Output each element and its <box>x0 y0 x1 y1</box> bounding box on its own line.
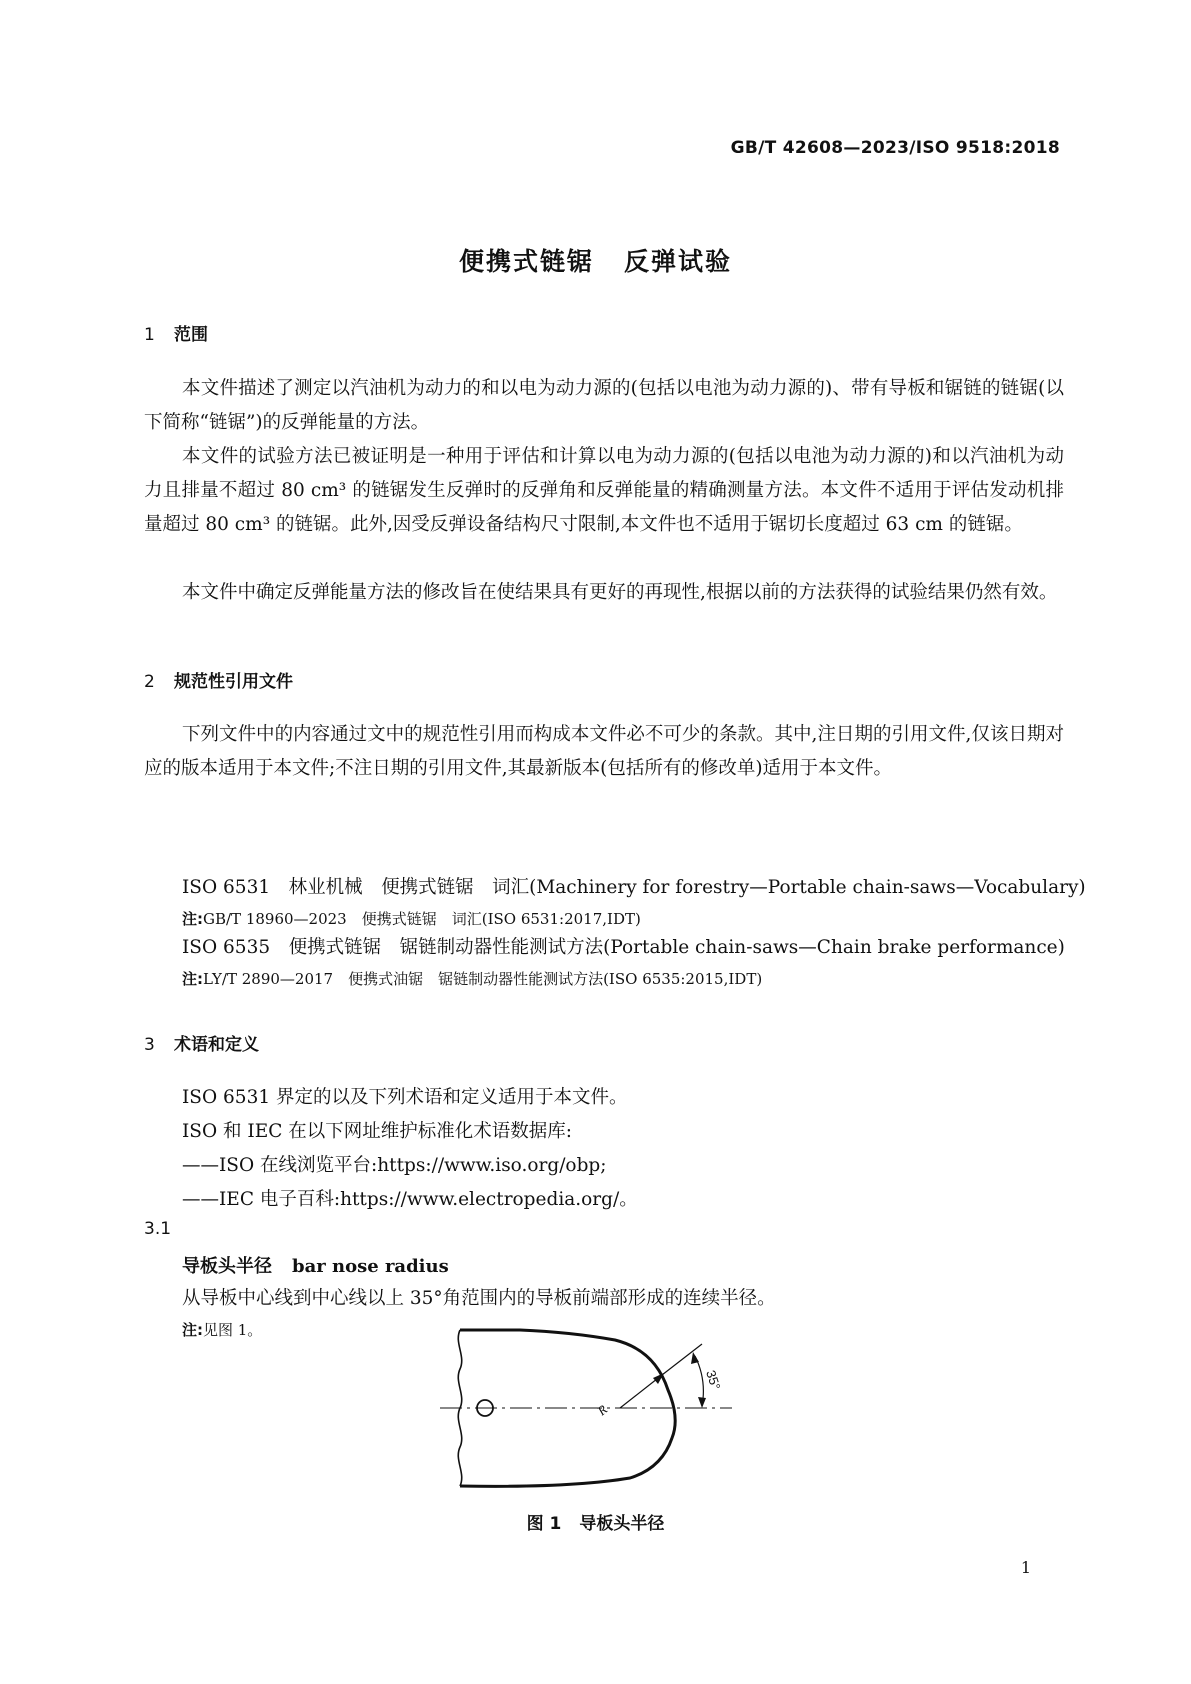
title-part-1: 便携式链锯 <box>458 247 594 276</box>
section-title: 规范性引用文件 <box>174 672 293 692</box>
paragraph: 下列文件中的内容通过文中的规范性引用而构成本文件必不可少的条款。其中,注日期的引用文件,仅该日期对应的版本适用于本文件;不注日期的引用文件,其最新版本(包括所有的修改单)适用于本文件。 <box>144 724 1064 779</box>
subclause-number: 3.1 <box>144 1219 172 1239</box>
angle-arrowhead-bottom <box>698 1397 706 1408</box>
section-title: 范围 <box>174 325 208 345</box>
radius-label: R <box>594 1401 611 1419</box>
note-text: LY/T 2890—2017 便携式油锯 锯链制动器性能测试方法(ISO 6535:2015,IDT) <box>203 970 763 988</box>
reference-item: ISO 6535 便携式链锯 锯链制动器性能测试方法(Portable chain-saws—Chain brake performance) <box>182 937 1065 958</box>
figure-caption-text: 导板头半径 <box>579 1514 665 1534</box>
bar-nose-diagram <box>440 1318 760 1498</box>
section-2-heading <box>144 667 293 692</box>
section-title: 术语和定义 <box>174 1035 259 1055</box>
figure-number: 图 1 <box>526 1514 562 1534</box>
paragraph: 本文件描述了测定以汽油机为动力的和以电为动力源的(包括以电池为动力源的)、带有导板和锯链的链锯(以下简称“链锯”)的反弹能量的方法。 <box>144 378 1064 433</box>
text-line: ——IEC 电子百科:https://www.electropedia.org/。 <box>182 1189 638 1210</box>
term-english: bar nose radius <box>292 1256 449 1277</box>
paragraph: 本文件中确定反弹能量方法的修改旨在使结果具有更好的再现性,根据以前的方法获得的试验结果仍然有效。 <box>182 582 1058 603</box>
reference-note <box>182 968 762 989</box>
reference-item: ISO 6531 林业机械 便携式链锯 词汇(Machinery for forestry—Portable chain-saws—Vocabulary) <box>182 877 1086 898</box>
note-text: GB/T 18960—2023 便携式链锯 词汇(ISO 6531:2017,IDT) <box>203 910 641 928</box>
section-number: 3 <box>144 1035 155 1055</box>
note-label: 注: <box>182 1321 203 1339</box>
angle-label: 35° <box>703 1368 724 1392</box>
text-line: ISO 6531 界定的以及下列术语和定义适用于本文件。 <box>182 1087 628 1108</box>
section-number: 2 <box>144 672 155 692</box>
term-definition: 从导板中心线到中心线以上 35°角范围内的导板前端部形成的连续半径。 <box>182 1288 776 1309</box>
text-line: ISO 和 IEC 在以下网址维护标准化术语数据库: <box>182 1121 572 1142</box>
term-note <box>182 1319 262 1340</box>
document-code: GB/T 42608—2023/ISO 9518:2018 <box>730 138 1060 158</box>
section-3-heading <box>144 1030 259 1055</box>
term-entry <box>182 1252 449 1278</box>
angle-arrowhead-top <box>691 1352 699 1364</box>
page-title <box>0 242 1191 278</box>
term-chinese: 导板头半径 <box>182 1256 272 1277</box>
note-label: 注: <box>182 910 203 928</box>
title-part-2: 反弹试验 <box>624 247 733 276</box>
page-number: 1 <box>1020 1558 1031 1577</box>
note-label: 注: <box>182 970 203 988</box>
section-1-heading <box>144 320 208 345</box>
note-text: 见图 1。 <box>203 1321 263 1339</box>
section-number: 1 <box>144 325 155 345</box>
text-line: ——ISO 在线浏览平台:https://www.iso.org/obp; <box>182 1155 607 1176</box>
paragraph: 本文件的试验方法已被证明是一种用于评估和计算以电为动力源的(包括以电池为动力源的)和以汽油机为动力且排量不超过 80 cm³ 的链锯发生反弹时的反弹角和反弹能量的精确测量方法。本文件不适用于评估发动机排量超过 80 cm³ 的链锯。此外,因受反弹设备结构尺寸限制,本文件也不适用于锯切长度超过 63 cm 的链锯。 <box>144 446 1064 535</box>
reference-note <box>182 908 641 929</box>
figure-caption <box>0 1509 1191 1534</box>
